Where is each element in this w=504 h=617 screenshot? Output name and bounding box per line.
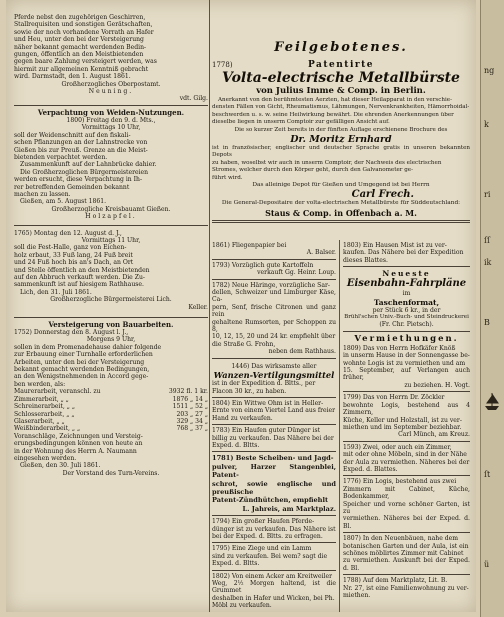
ad-1809-line: zu beziehen. H. Vogt. xyxy=(404,381,470,389)
ad-1803-line: 1803) Ein Hausen Mist ist zu ver- xyxy=(343,242,447,249)
notice-line: Die Großherzoglichen Bürgermeistereien xyxy=(20,168,149,176)
table-row xyxy=(14,411,208,418)
ad-1809-line: 15. September, auf Verlangen auch früher, xyxy=(343,367,470,382)
cost-amount: 768 „ 37 „ xyxy=(176,425,208,433)
notice-title: Verpachtung von Weiden-Nutzungen. xyxy=(37,107,185,117)
column-rule xyxy=(209,0,210,612)
notice-1800 xyxy=(14,108,208,221)
cost-item: Glaserarbeit, „ „ xyxy=(14,417,65,425)
cost-amount: 3932 fl. 1 kr. xyxy=(168,388,208,396)
ad-1776-line: Speicher und vorne schöner Garten, ist zu xyxy=(343,500,470,515)
divider xyxy=(212,570,336,571)
divider xyxy=(343,331,470,332)
ad-1783-line: billig zu verkaufen. Das Nähere bei der xyxy=(212,434,334,442)
notice-date-line: 1800) Freitag den 9. d. Mts., xyxy=(66,116,156,124)
divider xyxy=(212,358,336,359)
ad-1861-line: 1861) Fliegenpapier bei xyxy=(212,242,287,249)
notice-line: sammenkunft ist auf hiesigem Rathhause. xyxy=(14,281,144,289)
adjacent-page-edge xyxy=(480,0,504,617)
notice-line: in der Wohnung des Herrn A. Naumann xyxy=(14,447,137,455)
ad-1799-line: miethen und im September beziehbar. xyxy=(343,423,462,431)
ad-1809-line: wohnte Logis ist zu vermiethen und am xyxy=(343,359,466,367)
ad-1802-line: Weg, 2½ Morgen haltend, ist die Grummet xyxy=(212,580,336,595)
ad-line: Stromes, welcher durch den Körper geht, durch den Galvanometer ge- xyxy=(212,167,414,174)
ad-1804-line: Hand zu verkaufen. xyxy=(212,414,273,422)
edge-text: ü xyxy=(484,560,490,569)
ad-1781-line: pulver, Harzer Stangenblei, Patent- xyxy=(212,462,336,480)
edge-text: B xyxy=(484,318,490,327)
table-row xyxy=(14,396,208,403)
ad-line: führt wird. xyxy=(212,174,243,181)
ad-1802-line: 1802) Von einem Acker am Kreitweiler xyxy=(212,572,333,580)
ad-line: ist in französischer, englischer und deutscher Sprache gratis in unseren bekannten Depots xyxy=(212,145,470,159)
notice-line: Morgens 9 Uhr, xyxy=(86,336,136,344)
intro-signature-office: Großherzogliches Oberpostamt. xyxy=(61,80,161,88)
notice-1765 xyxy=(14,230,208,311)
notice-time-line: Vormittags 10 Uhr, xyxy=(81,124,141,132)
edge-text: ik xyxy=(484,258,492,267)
divider xyxy=(14,317,208,318)
ad-1807-line: schönes möblirtes Zimmer mit Cabinet xyxy=(343,550,464,557)
ad-line: densten Fällen von Gicht, Rheumatismus, Lähmungen, Nervenkrankheiten, Hämorrhoidal- xyxy=(212,104,470,111)
notice-signature-office: Großherzogliche Kreisbauamt Gießen. xyxy=(51,205,171,213)
ad-line: Die so kurzer Zeit bereits in der fünften Auflage erschienene Brochure des xyxy=(234,126,448,133)
ad-1788-line: miethen. xyxy=(343,592,371,600)
notice-place-date: Gießen, am 5. August 1861. xyxy=(20,198,107,206)
ad-depot-name: Carl Frech. xyxy=(351,189,414,201)
notice-line: holz erbaut, 33 Fuß lang, 24 Fuß breit xyxy=(14,251,133,259)
ad-1795-line: 1795) Eine Ziege und ein Lamm xyxy=(212,545,312,553)
ad-1783-line: 1783) Ein Haufen guter Dünger ist xyxy=(212,427,321,435)
cost-amount: 1511 „ 52 „ xyxy=(172,403,208,411)
ad-1794-line: dünger ist zu verkaufen. Das Nähere ist xyxy=(212,525,336,533)
table-row xyxy=(14,418,208,425)
ad-1446-title: Wanzen-Vertilgungsmittel xyxy=(213,370,335,381)
ad-number: 1778) xyxy=(212,61,233,69)
notice-place-date: Gießen, den 30. Juli 1861. xyxy=(20,462,101,470)
timetable-format: Taschenformat, xyxy=(373,297,440,307)
table-row xyxy=(14,403,208,410)
ad-1803-line: kaufen. Das Nähere bei der Expedition xyxy=(343,249,464,257)
ad-1446-line: Flacon 30 kr., zu haben. xyxy=(212,387,287,395)
ad-1593-line: mit oder ohne Möbeln, sind in der Nähe xyxy=(343,451,467,459)
cost-amount: 1876 „ 14 „ xyxy=(172,395,208,403)
divider xyxy=(343,532,470,533)
divider xyxy=(212,542,336,543)
notice-line: auf den Abbruch verkauft werden. Die Zu- xyxy=(14,274,145,281)
paper-sheet xyxy=(6,0,476,612)
ad-line: Anerkannt von den berühmtesten Aerzten, hat dieser Heilapparat in den verschie- xyxy=(218,97,452,103)
notice-place-date: Lich, den 31. Juli 1861. xyxy=(20,288,92,296)
notice-line: bietenden verpachtet werden. xyxy=(14,153,108,161)
ad-product-title: Volta-electrische Metallbürste xyxy=(222,70,460,86)
ad-1782-line: pern, Senf, frische Citronen und ganz rein xyxy=(212,303,336,319)
notice-line: Zusammenkunft auf der Lahnbrücke dahier. xyxy=(20,161,157,169)
notice-line: Vormittags 11 Uhr, xyxy=(81,236,141,244)
notice-line: Gießen bis zur Preuß. Grenze an die Meist- xyxy=(14,146,148,154)
notice-line: zur Erbauung einer Turnhalle erforderlichen xyxy=(14,351,153,359)
edge-text: ng xyxy=(484,66,495,75)
notice-line: soll die Fest-Halle, ganz von Eichen- xyxy=(14,244,127,252)
notice-title: Versteigerung von Bauarbeiten. xyxy=(48,320,174,330)
divider xyxy=(212,259,336,260)
divider xyxy=(14,225,208,226)
ad-general-name: Staus & Comp. in Offenbach a. M. xyxy=(265,207,417,218)
ad-depot-line: Das alleinige Depot für Gießen und Umgegend ist bei Herrn xyxy=(252,182,430,189)
timetable-kicker: Neueste xyxy=(382,269,431,279)
ad-1776-line: vermiethen. Näheres bei der Exped. d. Bl. xyxy=(343,515,470,530)
notice-line: und Stelle öffentlich an den Meistbietenden xyxy=(14,266,150,274)
ad-1809-line: 1809) Das von Herrn Hofkäfer Knöß xyxy=(343,344,456,352)
intro-line: Stallrequisiten und sonstigen Gerätschaften, xyxy=(14,21,153,29)
ad-line: dieselbe liegen in unserm Comptoir zur gefälligen Ansicht auf. xyxy=(212,119,390,126)
ad-1446-line: 1446) Das wirksamste aller xyxy=(231,362,317,370)
ad-1782-line: gehaltene Rumsorten, per Schoppen zu 8, xyxy=(212,318,336,334)
ad-1781-line: L. Jahreis, am Marktplaz. xyxy=(242,504,336,513)
notice-line: 1765) Montag den 12. August d. J., xyxy=(14,229,122,237)
table-row xyxy=(14,388,208,395)
ad-general-line: Die General-Depositaire der volta-electrischen Metallbürste für Süddeutschland: xyxy=(221,200,461,207)
sub-column-left xyxy=(212,242,336,610)
divider xyxy=(343,574,470,575)
ad-1782-line: 10, 12, 15, 20 und 24 kr. empfiehlt über xyxy=(212,333,336,341)
cost-amount: 203 „ 27 „ xyxy=(176,410,208,418)
ad-1809-line: in unserm Hause in der Sonnengasse be- xyxy=(343,352,470,360)
ad-1788-line: 1788) Auf dem Marktplatz, Lit. B. xyxy=(343,577,448,585)
intro-line: näher bekannt gemacht werdenden Bedin- xyxy=(14,43,147,51)
ad-1776-line: 1776) Ein Logis, bestehend aus zwei xyxy=(343,478,457,486)
notice-line: machen zu lassen. xyxy=(14,190,71,198)
notice-line: ben werden, als: xyxy=(14,380,66,388)
notice-line: und 24 Fuß hoch bis an's Dach, an Ort xyxy=(14,259,134,267)
intro-signature-vdt: vdt. Gilg. xyxy=(179,95,208,103)
ad-1799-line: bewohnte Logis, bestehend aus 4 Zimmern, xyxy=(343,401,470,417)
ad-patent-line: Patentirte xyxy=(308,60,374,70)
ad-1782-line: die Straße G. Frohn, xyxy=(212,340,276,348)
section-title-rentals: Vermiethungen. xyxy=(354,333,459,344)
ad-1803-line: dieses Blattes. xyxy=(343,256,388,264)
intro-line: gegen baare Zahlung versteigert werden, was xyxy=(14,58,157,66)
divider xyxy=(343,475,470,476)
ad-1782-line: dellen, Schweizer und Limburger Käse, Ca- xyxy=(212,289,336,304)
cost-item: Weißbinderarbeit, „ „ xyxy=(14,425,81,433)
cost-amount: 329 „ 34 „ xyxy=(176,417,208,425)
notice-line: erungsbedingungen können von heute an xyxy=(14,440,143,448)
edge-text: k xyxy=(484,120,489,129)
ad-1799-line: Küche, Keller und Holzstall, ist zu ver- xyxy=(343,416,462,424)
cost-item: Schlosserarbeit, „ „ xyxy=(14,410,75,418)
edge-text: ſſ xyxy=(484,236,490,245)
ad-1778 xyxy=(212,60,470,218)
divider xyxy=(343,266,470,267)
ad-1793-name: verkauft Gg. Heinr. Loup. xyxy=(257,269,336,277)
intro-notice xyxy=(14,14,208,103)
notice-1752 xyxy=(14,320,208,477)
ad-line: beschwerden u. s. w. seine Heilwirkung bewährt. Die ehrenden Anerkennungen über xyxy=(212,111,454,118)
ad-1799-line: Carl Münch, am Kreuz. xyxy=(398,431,470,439)
ad-1799-line: 1799) Das von Herrn Dr. Zöckler xyxy=(343,394,445,402)
timetable-shop: Brühl'schen Univ.-Buch- und Steindruckerei xyxy=(344,314,469,321)
notice-line: Voranschläge, Zeichnungen und Versteig- xyxy=(14,432,143,440)
cost-item: Maurerarbeit, veranschl. zu xyxy=(14,388,101,396)
ad-1783-line: Exped. d. Bltts. xyxy=(212,441,260,449)
cost-item: Schreinerarbeit, „ „ xyxy=(14,403,75,411)
divider xyxy=(212,220,470,223)
ad-1807-line: 1807) In den Neuenbäuen, nahe dem xyxy=(343,535,459,543)
notice-signature-name: Keller. xyxy=(188,303,208,311)
timetable-in: im xyxy=(402,290,411,298)
ad-1776-line: Zimmern mit Cabinet, Küche, Bodenkammer, xyxy=(343,485,470,501)
ad-doctor: Dr. Moritz Ernhard xyxy=(290,134,392,146)
ad-1795-line: Exped. d. Bltts. xyxy=(212,560,260,568)
divider xyxy=(14,105,208,106)
ad-1802-line: deshalben in Hafer und Wicken, bei Ph. xyxy=(212,594,335,602)
intro-line: gungen, öffentlich an den Meistbietenden xyxy=(14,51,144,59)
intro-line: sowie der noch vorhandene Vorrath an Hafer xyxy=(14,28,154,36)
right-column xyxy=(212,40,470,610)
notice-line: eingesehen werden. xyxy=(14,454,77,462)
left-column xyxy=(14,14,208,477)
notice-line: Arbeiten, unter den bei der Versteigerung xyxy=(14,358,145,366)
notice-line: soll der Weidenschnitt auf den fiskali- xyxy=(14,131,131,139)
ad-1788-line: Nr. 27, ist eine Familienwohnung zu ver- xyxy=(343,584,469,592)
ad-1861-name: A. Balser. xyxy=(306,249,336,257)
notice-line: an den Wenigstnehmenden in Accord gege- xyxy=(14,373,149,381)
intro-line: hiermit zur allgemeinen Kenntniß gebracht xyxy=(14,65,149,73)
intro-line: wird. Darmstadt, den 1. August 1861. xyxy=(14,73,131,81)
ad-1794-line: bei der Exped. d. Bltts. zu erfragen. xyxy=(212,533,323,540)
notice-line: rer betreffenden Gemeinden bekannt xyxy=(14,183,130,191)
ad-1795-line: sind zu verkaufen. Bei wem? sagt die xyxy=(212,552,328,560)
ad-company: von Julius Imme & Comp. in Berlin. xyxy=(256,86,426,96)
timetable-price: per Stück 6 kr., in der xyxy=(372,306,441,314)
ad-1781-line: 1781) Beste Scheiben- und Jagd- xyxy=(212,454,334,463)
ad-1804-line: 1804) Ein Wittwe Ohm ist in Heller- xyxy=(212,399,324,407)
timetable-owner: (Fr. Chr. Pietsch). xyxy=(379,321,434,329)
notice-line: sollen in dem Promenadehause dahier folgende xyxy=(14,343,162,351)
notice-line: schen Pflanzungen an der Lahnstrecke von xyxy=(14,139,148,147)
edge-text: ri xyxy=(484,190,491,199)
notice-line: werden ersucht, diese Verpachtung in Ih- xyxy=(14,176,143,184)
divider xyxy=(212,424,336,425)
ad-1794-line: 1794) Ein großer Haufen Pferde- xyxy=(212,518,315,526)
table-row xyxy=(14,425,208,432)
cost-table xyxy=(14,388,208,432)
divider xyxy=(343,441,470,442)
ad-1593-line: der Aula zu vermiethen. Näheres bei der xyxy=(343,458,470,466)
intro-line: Pferde nebst den zugehörigen Geschirren, xyxy=(14,14,146,21)
ad-1782-line: 1782) Neue Häringe, vorzügliche Sar- xyxy=(212,281,330,289)
ad-1446-line: ist in der Expedition d. Bltts., per xyxy=(212,380,316,388)
divider xyxy=(343,391,470,392)
notice-line: bekannt gemacht werdenden Bedingungen, xyxy=(14,366,150,374)
cost-item: Zimmerarbeit, „ „ xyxy=(14,395,69,403)
intro-signature-name: Neuning. xyxy=(88,88,134,96)
notice-signature: Der Vorstand des Turn-Vereins. xyxy=(62,469,160,477)
ad-1793-line: 1793) Vorzüglich gute Kartoffeln xyxy=(212,261,314,269)
ad-1593-line: Exped. d. Blattes. xyxy=(343,465,398,473)
notice-signature-name: Holzapfel. xyxy=(85,213,137,221)
notice-signature-office: Großherzogliche Bürgermeisterei Lich. xyxy=(50,296,172,304)
intro-line: und Heu, unter den bei der Versteigerung xyxy=(14,36,144,44)
ad-1782-line: neben dem Rathhaus. xyxy=(268,348,336,356)
ad-1804-line: Ernte von einem Viertel Land aus freier xyxy=(212,407,336,415)
ad-1802-line: Möbl zu verkaufen. xyxy=(212,602,272,610)
ad-1807-line: botanischen Garten und der Aula, ist ein xyxy=(343,542,469,550)
divider xyxy=(212,279,336,280)
ad-1593-line: 1593) Zwei, oder auch ein Zimmer, xyxy=(343,443,452,451)
sub-column-rule xyxy=(339,240,340,612)
ad-1781-line: Patent-Zündhütchen, empfiehlt xyxy=(212,496,329,505)
edge-text: ſt xyxy=(484,470,491,479)
notice-line: 1752) Donnerstag den 8. August l. J., xyxy=(14,329,129,337)
divider xyxy=(212,451,336,452)
section-header: Feilgebotenes. xyxy=(274,40,408,55)
sub-column-right xyxy=(343,242,470,599)
ad-line: zu haben, woselbst wir auch in unserm Comptoir, der Nachweis des electrischen xyxy=(212,159,442,166)
divider xyxy=(212,515,336,516)
divider xyxy=(212,397,336,398)
ad-1807-line: zu vermiethen. Auskunft bei der Exped. d. Bl. xyxy=(343,557,470,572)
ship-ornament-icon xyxy=(483,390,501,412)
ad-1781-line: schrot, sowie englische und preußische xyxy=(212,479,336,496)
timetable-title: Eisenbahn-Fahrpläne xyxy=(346,278,467,290)
